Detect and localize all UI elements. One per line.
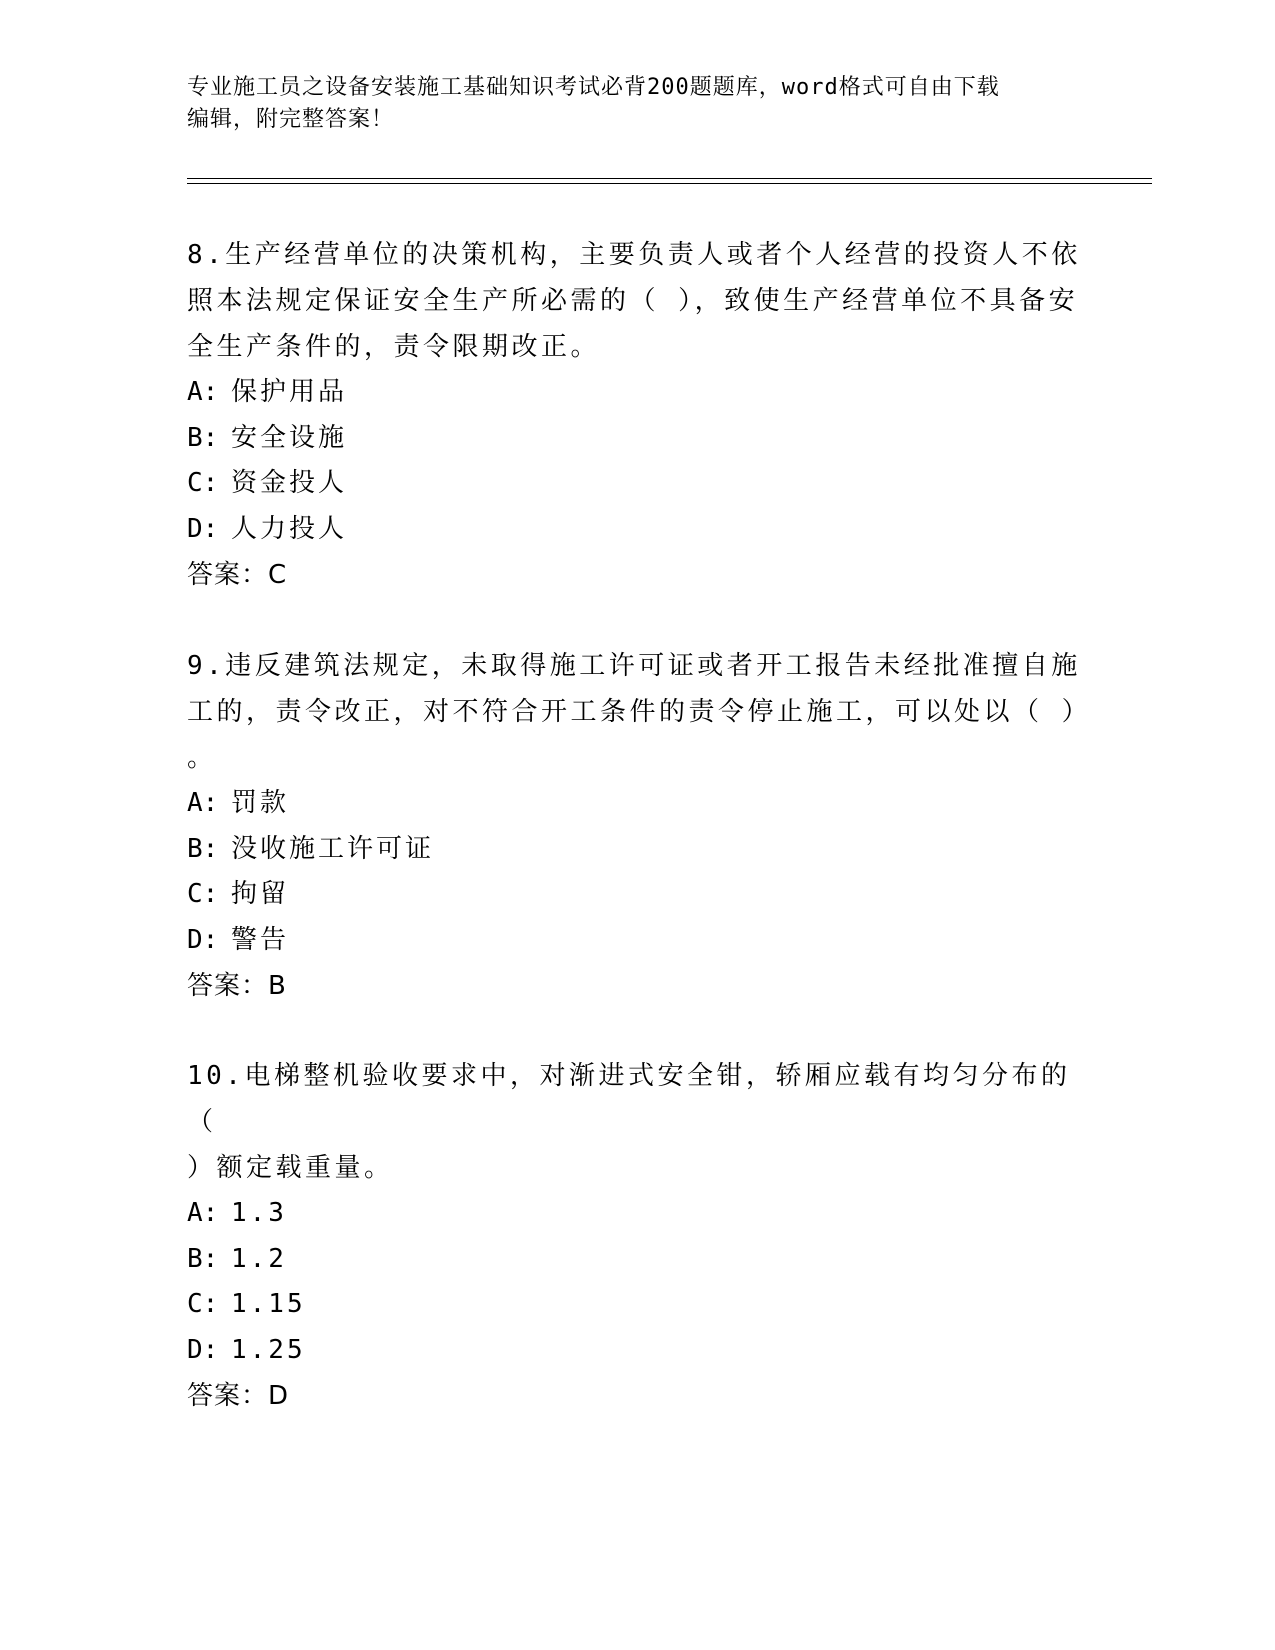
option-text: 1.3 [231,1198,287,1228]
option-key: B: [187,422,219,453]
option-text: 1.2 [231,1243,287,1274]
header-line-1: 专业施工员之设备安装施工基础知识考试必背200题题库，word格式可自由下载 [187,75,1000,100]
option-b [187,1237,1087,1283]
question-8 [187,232,1087,598]
option-a [187,781,1087,827]
option-key: D: [187,924,219,955]
stem-line: 9.违反建筑法规定，未取得施工许可证或者开工报告未经批准擅自施 [187,651,1081,681]
option-key: D: [187,1334,219,1365]
question-9 [187,643,1092,1009]
header-line-2: 编辑，附完整答案！ [187,107,395,132]
question-10 [187,1053,1087,1419]
document-header [187,72,1067,136]
option-text: 资金投人 [231,468,348,498]
header-divider-bottom [187,183,1152,184]
option-text: 1.15 [231,1289,306,1319]
option-key: B: [187,833,219,864]
option-text: 安全设施 [231,422,348,453]
answer: 答案：C [187,560,288,590]
question-stem [187,232,1087,370]
option-text: 罚款 [231,788,290,818]
option-a [187,1191,1087,1237]
stem-line: 工的，责令改正，对不符合开工条件的责令停止施工，可以处以（ ） [187,697,1092,727]
header-divider-top [187,178,1152,179]
option-key: A: [187,788,219,818]
option-c [187,461,1087,507]
stem-line: 8.生产经营单位的决策机构，主要负责人或者个人经营的投资人不依 [187,240,1081,270]
question-stem [187,643,1092,781]
stem-line: 全生产条件的，责令限期改正。 [187,332,601,362]
option-key: A: [187,1198,219,1228]
option-b [187,827,1087,873]
option-c [187,872,1087,918]
option-key: D: [187,513,219,544]
stem-line: 照本法规定保证安全生产所必需的（ ），致使生产经营单位不具备安 [187,286,1079,316]
answer: 答案：B [187,971,287,1001]
option-text: 没收施工许可证 [231,833,435,864]
option-a [187,370,1087,416]
option-text: 拘留 [231,879,290,909]
option-d [187,918,1087,964]
option-key: A: [187,377,219,407]
option-text: 1.25 [231,1334,306,1365]
option-key: C: [187,468,219,498]
option-c [187,1282,1087,1328]
stem-line: ）额定载重量。 [187,1153,394,1183]
option-text: 警告 [231,924,290,955]
option-d [187,1328,1087,1374]
option-d [187,507,1087,553]
option-key: B: [187,1243,219,1274]
option-text: 人力投人 [231,513,348,544]
option-key: C: [187,1289,219,1319]
stem-line: 10.电梯整机验收要求中，对渐进式安全钳，轿厢应载有均匀分布的（ [187,1061,1071,1137]
option-key: C: [187,879,219,909]
stem-line: 。 [187,743,217,773]
option-b [187,416,1087,462]
answer: 答案：D [187,1381,290,1411]
option-text: 保护用品 [231,377,348,407]
question-stem [187,1053,1087,1191]
